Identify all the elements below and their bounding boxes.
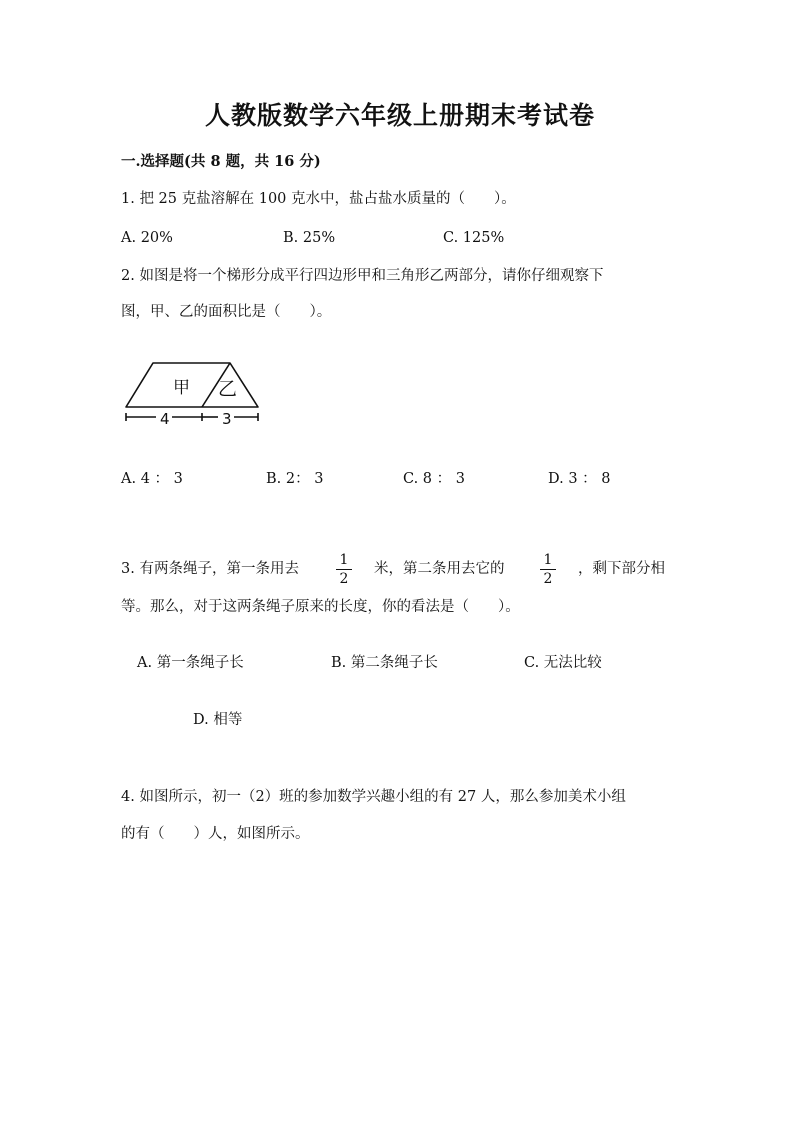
fraction-2-denominator: 2 xyxy=(543,571,553,587)
fraction-1-bar xyxy=(336,569,352,570)
question-2-option-d: D. 3 ： 8 xyxy=(548,471,611,487)
fraction-2-bar xyxy=(540,569,556,570)
question-2-option-a: A. 4 ： 3 xyxy=(121,471,183,487)
fraction-2-numerator: 1 xyxy=(543,552,553,568)
fraction-one-half-2 xyxy=(540,552,556,587)
section-heading: 一.选择题(共 8 题，共 16 分) xyxy=(121,153,321,170)
question-1-stem: 1. 把 25 克盐溶解在 100 克水中，盐占盐水质量的（ ）。 xyxy=(121,191,516,207)
fraction-one-half-1 xyxy=(336,552,352,587)
trapezoid-figure xyxy=(118,355,268,435)
length-left: 4 xyxy=(160,410,170,428)
question-3-stem-part-3: ，剩下部分相 xyxy=(578,561,665,577)
fraction-1-numerator: 1 xyxy=(339,552,349,568)
question-3-option-c: C. 无法比较 xyxy=(524,655,602,671)
question-3-stem-line-2: 等。那么，对于这两条绳子原来的长度，你的看法是（ ）。 xyxy=(121,599,520,615)
question-3-stem-part-2: 米，第二条用去它的 xyxy=(374,561,505,577)
question-3-option-d: D. 相等 xyxy=(193,712,243,728)
label-yi: 乙 xyxy=(218,378,238,400)
length-right: 3 xyxy=(222,410,232,428)
question-2-stem-line-2: 图，甲、乙的面积比是（ ）。 xyxy=(121,304,332,320)
question-3-option-a: A. 第一条绳子长 xyxy=(137,655,244,671)
question-2-stem-line-1: 2. 如图是将一个梯形分成平行四边形甲和三角形乙两部分，请你仔细观察下 xyxy=(121,268,604,284)
label-jia: 甲 xyxy=(173,378,190,398)
question-4-stem-line-1: 4. 如图所示，初一（2）班的参加数学兴趣小组的有 27 人，那么参加美术小组 xyxy=(121,789,626,805)
question-2-option-b: B. 2： 3 xyxy=(266,471,324,487)
question-1-option-b: B. 25% xyxy=(283,230,336,246)
page-title: 人教版数学六年级上册期末考试卷 xyxy=(204,101,595,130)
question-1-option-a: A. 20% xyxy=(121,230,173,246)
question-3-stem-part-1: 3. 有两条绳子，第一条用去 xyxy=(121,561,299,577)
trapezoid-outline xyxy=(126,363,258,407)
question-3-option-b: B. 第二条绳子长 xyxy=(331,655,438,671)
question-4-stem-line-2: 的有（ ）人，如图所示。 xyxy=(121,826,310,842)
question-2-option-c: C. 8 ： 3 xyxy=(403,471,465,487)
fraction-1-denominator: 2 xyxy=(339,571,349,587)
question-1-option-c: C. 125% xyxy=(443,230,505,246)
